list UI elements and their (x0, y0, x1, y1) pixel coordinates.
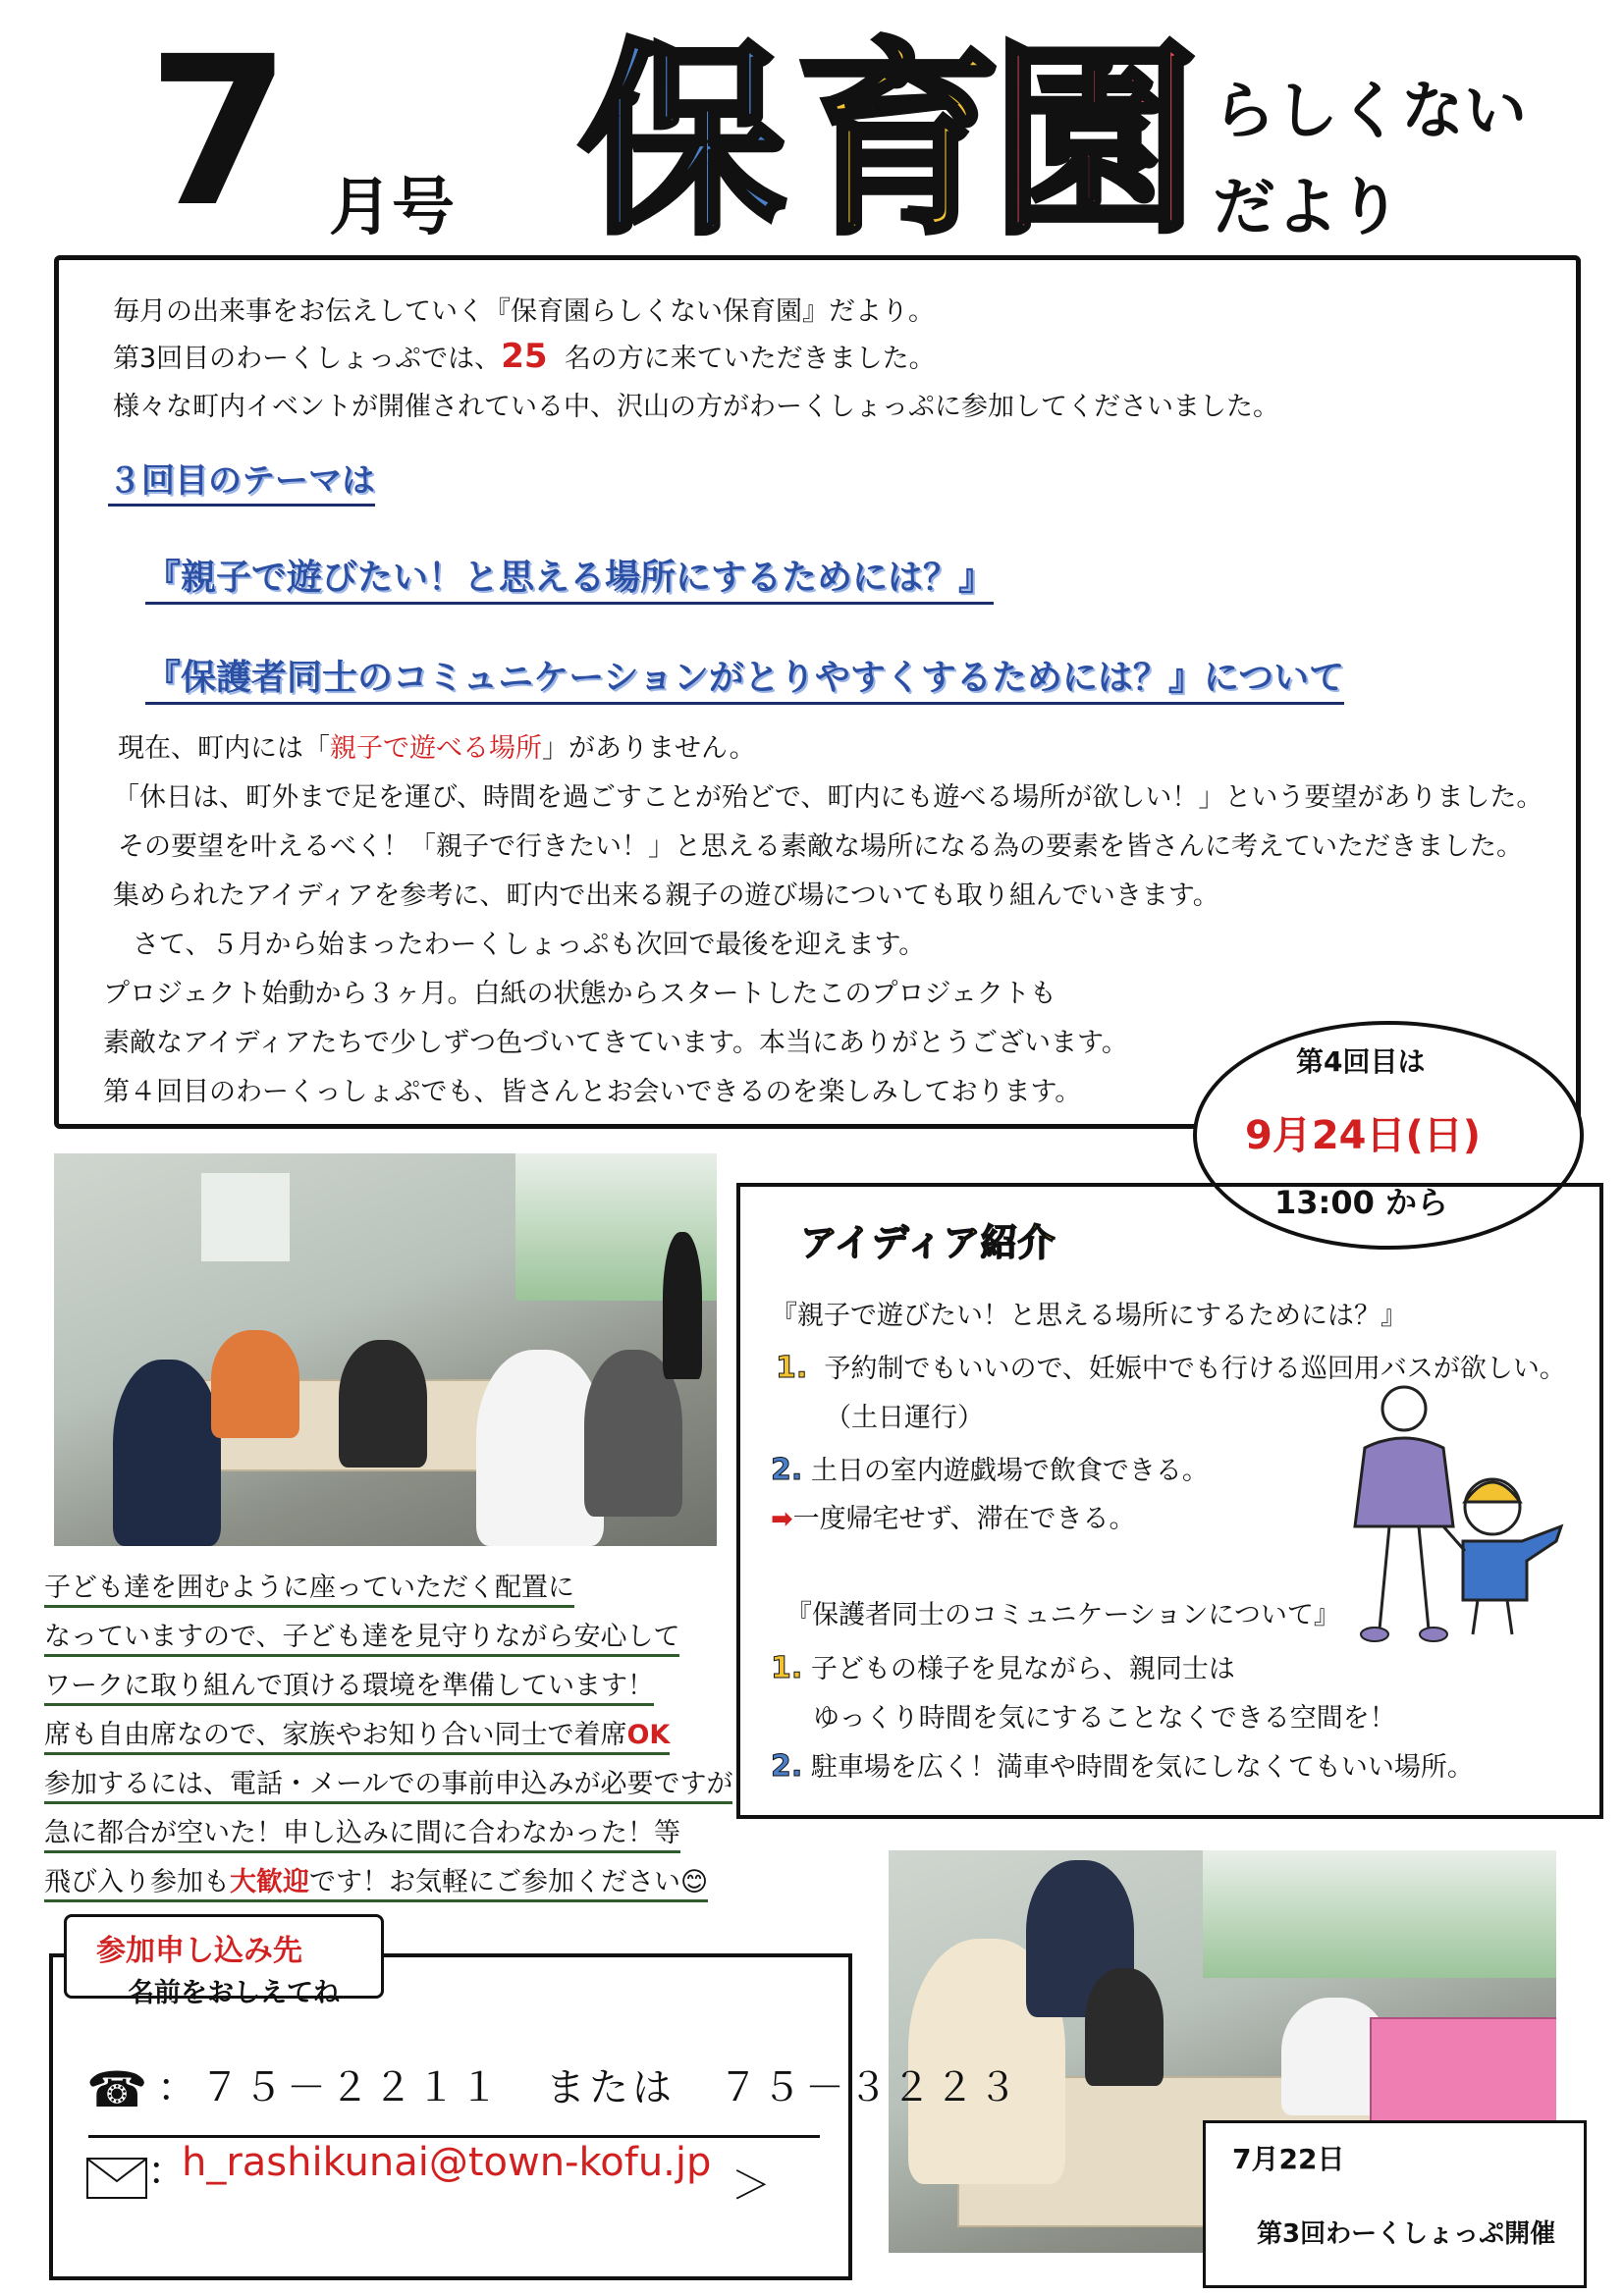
left-text-7-post: です！お気軽にご参加ください😊 (309, 1867, 709, 1897)
body-line-3: その要望を叶えるべく！「親子で行きたい！」と思える素敵な場所になる為の要素を皆さんに考えていただきました。 (118, 831, 1523, 862)
idea-item-4-number: 2. (771, 1749, 803, 1784)
parent-child-illustration (1345, 1379, 1571, 1649)
idea-item-1-text: 予約制でもいいので、妊娠中でも行ける巡回用バスが欲しい。 (824, 1354, 1566, 1384)
idea-item-1-number: 1. (776, 1351, 808, 1385)
intro-line-2-post: 名の方に来ていただきました。 (564, 344, 936, 374)
left-text-3: ワークに取り組んで頂ける環境を準備しています！ (44, 1664, 654, 1706)
idea-item-4 (771, 1745, 1474, 1784)
mail-icon (86, 2158, 147, 2199)
next-event-date: 9月24日(日) (1245, 1113, 1482, 1158)
intro-line-2-pre: 第3回目のわーくしょっぷでは、 (113, 344, 502, 374)
body-line-4: 集められたアイディアを参考に、町内で出来る親子の遊び場についても取り組んでいきます。 (113, 881, 1219, 911)
body-line-2: 「休日は、町外まで足を運び、時間を過ごすことが殆どで、町内にも遊べる場所が欲しい！」という要望がありました。 (113, 782, 1543, 813)
idea-item-2 (771, 1449, 1209, 1487)
intro-line-2 (113, 337, 936, 376)
issue-number: 7 (147, 12, 292, 252)
email-link[interactable]: h_rashikunai@town-kofu.jp (182, 2140, 712, 2185)
title-char-ho: 保 (579, 22, 786, 262)
application-title: 参加申し込み先 (96, 1934, 302, 1968)
next-event-time: 13:00 から (1274, 1184, 1449, 1221)
photo-caption-date: 7月22日 (1232, 2143, 1345, 2175)
left-text-4-pre: 席も自由席なので、家族やお知り合い同士で着席 (44, 1720, 627, 1750)
workshop-photo-1 (54, 1153, 717, 1546)
idea-item-2b (771, 1497, 1135, 1535)
title-rashikunai: らしくない (1213, 76, 1527, 148)
theme-question-2: 『保護者同士のコミュニケーションがとりやすくするためには？』について (145, 650, 1344, 705)
body-line-1-highlight: 親子で遊べる場所 (330, 733, 542, 764)
idea-item-3b: ゆっくり時間を気にすることなくできる空間を！ (813, 1703, 1396, 1734)
idea-item-1b: （土日運行） (825, 1403, 984, 1433)
idea-item-3-number: 1. (771, 1651, 803, 1685)
left-text-6: 急に都合が空いた！申し込みに間に合わなかった！等 (44, 1811, 680, 1853)
body-line-8: 第４回目のわーくっしょぷでも、皆さんとお会いできるのを楽しみしております。 (103, 1077, 1082, 1107)
next-event-label: 第4回目は (1296, 1045, 1426, 1078)
application-subtitle: 名前をおしえてね (128, 1978, 340, 2008)
left-text-4-ok: OK (626, 1720, 671, 1750)
left-text-4 (44, 1713, 670, 1755)
issue-month: 月号 (329, 172, 455, 244)
participant-count: 25 (501, 337, 548, 376)
left-text-7-pre: 飛び入り参加も (44, 1867, 230, 1897)
left-text-7 (44, 1860, 708, 1902)
mail-arrow: ＞ (731, 2163, 771, 2209)
mail-colon: ： (147, 2149, 187, 2194)
photo-caption-text: 第3回わーくしょっぷ開催 (1257, 2219, 1556, 2249)
idea-item-2b-text: 一度帰宅せず、滞在できる。 (792, 1504, 1136, 1534)
idea-item-2-number: 2. (771, 1453, 803, 1487)
theme-question-1: 『親子で遊びたい！と思える場所にするためには？』 (145, 550, 994, 605)
body-line-5: さて、５月から始まったわーくしょっぷも次回で最後を迎えます。 (133, 930, 926, 960)
body-line-1-post: 」がありません。 (542, 733, 756, 764)
left-text-1: 子ども達を囲むように座っていただく配置に (44, 1566, 574, 1608)
body-line-1-pre: 現在、町内には「 (118, 733, 330, 764)
intro-line-3: 様々な町内イベントが開催されている中、沢山の方がわーくしょっぷに参加してくださいました。 (113, 392, 1279, 422)
title-char-en: 園 (992, 22, 1199, 262)
idea-question-2: 『保護者同士のコミュニケーションについて』 (785, 1600, 1340, 1630)
left-text-5: 参加するには、電話・メールでの事前申込みが必要ですが (44, 1762, 732, 1804)
title-char-iku: 育 (795, 22, 1002, 262)
idea-item-3-text: 子どもの様子を見ながら、親同士は (810, 1654, 1235, 1684)
idea-item-3 (771, 1647, 1235, 1685)
phone-icon: ☎ (86, 2061, 148, 2118)
body-line-6: プロジェクト始動から３ヶ月。白紙の状態からスタートしたこのプロジェクトも (103, 979, 1056, 1009)
body-line-7: 素敵なアイディアたちで少しずつ色づいてきています。本当にありがとうございます。 (103, 1028, 1128, 1058)
idea-item-4-text: 駐車場を広く！満車や時間を気にしなくてもいい場所。 (810, 1752, 1474, 1783)
title-dayori: だより (1213, 172, 1401, 244)
intro-line-1: 毎月の出来事をお伝えしていく『保育園らしくない保育園』だより。 (113, 296, 935, 327)
left-text-7-welcome: 大歓迎 (230, 1867, 309, 1897)
idea-title: アイディア紹介 (800, 1221, 1056, 1264)
left-text-2: なっていますので、子ども達を見守りながら安心して (44, 1615, 679, 1657)
body-line-1 (118, 726, 756, 765)
idea-item-2-text: 土日の室内遊戯場で飲食できる。 (810, 1456, 1209, 1486)
arrow-right-icon: ➡ (771, 1504, 793, 1534)
phone-numbers: ：７５－２２１１ または ７５－３２２３ (157, 2065, 1021, 2110)
idea-question-1: 『親子で遊びたい！と思える場所にするためには？』 (771, 1301, 1407, 1331)
theme-heading: ３回目のテーマは (108, 454, 375, 507)
